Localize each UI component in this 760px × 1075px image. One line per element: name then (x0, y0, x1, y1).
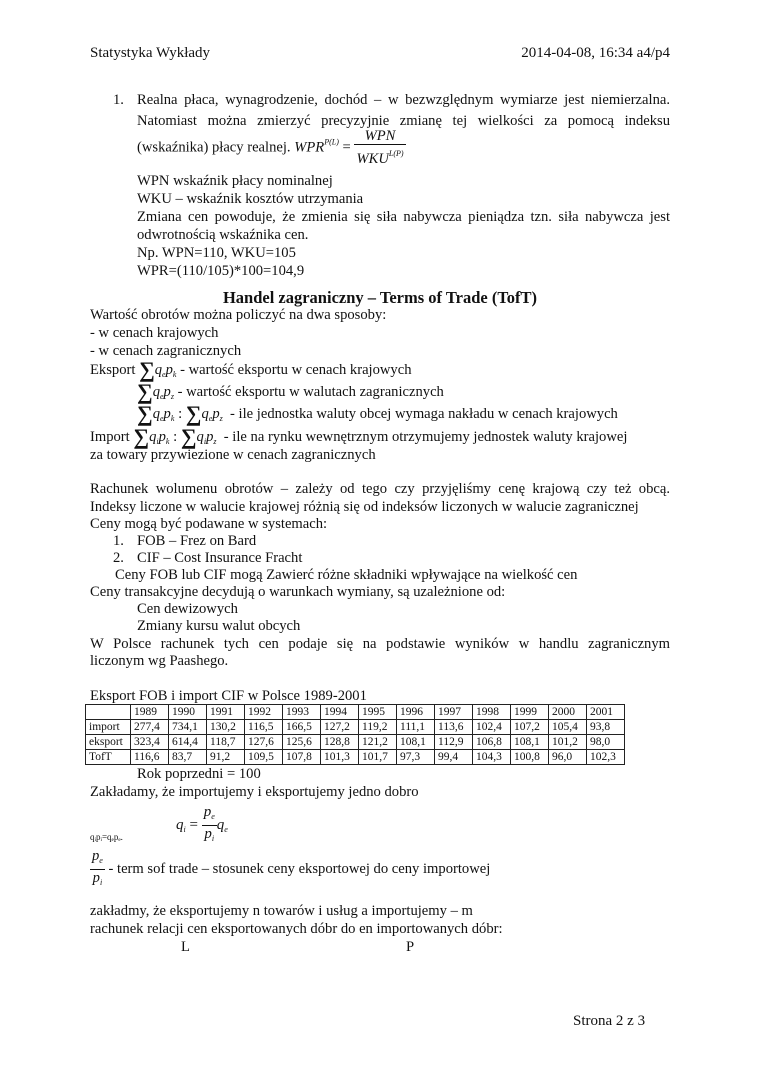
table-row (86, 750, 625, 765)
table-caption: Eksport FOB i import CIF w Polsce 1989-2001 (90, 688, 367, 704)
math-sub: z (213, 437, 217, 446)
math-sub: i (99, 878, 103, 887)
math-var: q (196, 429, 204, 445)
math-sub: k (170, 414, 175, 423)
paragraph-line: liczonym wg Paashego. (90, 653, 229, 669)
math-equals: = (189, 816, 198, 833)
table-header-cell: 1999 (511, 705, 549, 720)
table-cell: 125,6 (283, 735, 321, 750)
formula-line (90, 357, 412, 382)
table-header-cell: 1995 (359, 705, 397, 720)
table-cell: 128,8 (321, 735, 359, 750)
paragraph-line: Wartość obrotów można policzyć na dwa sposoby: (90, 307, 387, 323)
formula-description: - wartość eksportu w cenach krajowych (180, 362, 412, 378)
paragraph-text: (wskaźnika) płacy realnej. (137, 139, 291, 156)
table-cell: 323,4 (131, 735, 169, 750)
table-header-cell: 1993 (283, 705, 321, 720)
math-colon: : (173, 429, 178, 445)
table-cell: 101,2 (549, 735, 587, 750)
table-cell: 98,0 (587, 735, 625, 750)
table-cell: 127,2 (321, 720, 359, 735)
table-cell: 614,4 (169, 735, 207, 750)
table-cell: 93,8 (587, 720, 625, 735)
math-var: p (163, 384, 171, 400)
math-sub: e (99, 856, 103, 865)
formula-denominator (202, 826, 217, 847)
import-label: Import (90, 429, 130, 445)
table-cell: 277,4 (131, 720, 169, 735)
math-var: q (201, 406, 209, 422)
formula-description: - term sof trade – stosunek ceny eksportowej do ceny importowej (108, 860, 491, 877)
formula-fraction (202, 804, 217, 847)
math-sub: i (183, 824, 186, 834)
table-corner-cell (86, 705, 131, 720)
math-var: q (152, 384, 160, 400)
table-cell: 83,7 (169, 750, 207, 765)
paragraph-line: Indeksy liczone w walucie krajowej różnią się od indeksów liczonych w walucie zagranicznej (90, 499, 639, 515)
formula-denominator (354, 145, 405, 168)
sum-symbol: ∑ (137, 401, 153, 426)
math-sub: i (203, 437, 207, 446)
table-cell: 106,8 (473, 735, 511, 750)
math-var: p (92, 870, 100, 886)
math-var: p (158, 429, 166, 445)
label-l: L (181, 939, 190, 955)
table-row-label: import (86, 720, 131, 735)
formula-lhs: WPR (294, 139, 325, 156)
formula-denominator-sup: L(P) (388, 149, 404, 158)
paragraph-line: odwrotnością wskaźnika cen. (137, 227, 309, 243)
paragraph-line: Ceny transakcyjne decydują o warunkach wymiany, są uzależnione od: (90, 584, 506, 600)
label-p: P (406, 939, 415, 955)
table-cell: 108,1 (397, 735, 435, 750)
table-row-label: eksport (86, 735, 131, 750)
paragraph-line: Realna płaca, wynagrodzenie, dochód – w bezwzględnym wymiarze jest niemierzalna. (137, 92, 670, 108)
formula-description: - wartość eksportu w walutach zagranicznych (177, 384, 444, 400)
sum-symbol: ∑ (133, 424, 150, 449)
table-header-cell: 1991 (207, 705, 245, 720)
formula-small: qᵢpᵢ=qₑpₑ. (90, 832, 123, 842)
table-cell: 102,3 (587, 750, 625, 765)
table-cell: 111,1 (397, 720, 435, 735)
math-sub: k (172, 370, 177, 379)
math-var: p (165, 362, 173, 378)
table-cell: 166,5 (283, 720, 321, 735)
table-header-cell: 1994 (321, 705, 359, 720)
list-item: - w cenach krajowych (90, 325, 219, 341)
formula-tot (90, 848, 490, 891)
header-title: Statystyka Wykłady (90, 45, 211, 61)
sum-symbol: ∑ (180, 424, 197, 449)
math-var: q (216, 816, 225, 833)
definition-wpn: WPN wskaźnik płacy nominalnej (137, 173, 333, 189)
table-cell: 107,2 (511, 720, 549, 735)
table-row (86, 720, 625, 735)
math-var: q (154, 362, 163, 378)
table-cell: 119,2 (359, 720, 397, 735)
formula-line (90, 424, 628, 449)
math-sub: z (170, 392, 174, 401)
table-cell: 127,6 (245, 735, 283, 750)
table-note: Rok poprzedni = 100 (137, 766, 261, 782)
table-cell: 113,6 (435, 720, 473, 735)
paragraph-line: W Polsce rachunek tych cen podaje się na podstawie wyników w handlu zagranicznym (90, 636, 670, 652)
table-cell: 101,3 (321, 750, 359, 765)
table-cell: 116,5 (245, 720, 283, 735)
math-var: p (204, 826, 212, 842)
table-header-cell: 1997 (435, 705, 473, 720)
math-var: p (92, 848, 100, 864)
paragraph-line: rachunek relacji cen eksportowanych dóbr do en importowanych dóbr: (90, 921, 503, 937)
data-table (85, 704, 625, 765)
formula-line (137, 379, 444, 404)
math-var: q (149, 429, 157, 445)
formula-line (137, 401, 618, 426)
page-number: Strona 2 z 3 (573, 1013, 646, 1029)
header-timestamp: 2014-04-08, 16:34 a4/p4 (521, 45, 670, 61)
formula-qi (176, 804, 228, 847)
table-header-cell: 1990 (169, 705, 207, 720)
paragraph-line: Zakładamy, że importujemy i eksportujemy jedno dobro (90, 784, 419, 800)
formula-line (137, 128, 406, 168)
paragraph-line: Rachunek wolumenu obrotów – zależy od tego czy przyjęliśmy cenę krajową czy też obcą. (90, 481, 670, 497)
math-sub: k (165, 437, 170, 446)
sum-symbol: ∑ (139, 357, 155, 382)
list-number: 2. (113, 550, 124, 566)
formula-fraction (354, 128, 405, 168)
sum-symbol: ∑ (137, 379, 153, 404)
formula-lhs-sup: P(L) (324, 137, 339, 147)
paragraph-line: Natomiast można zmierzyć precyzyjnie zmianę tej wielkości za pomocą indeksu (137, 113, 670, 129)
table-header-cell: 1996 (397, 705, 435, 720)
formula-description: - ile jednostka waluty obcej wymaga nakładu w cenach krajowych (230, 406, 618, 422)
table-cell: 105,4 (549, 720, 587, 735)
eksport-label: Eksport (90, 362, 136, 378)
math-colon: : (178, 406, 183, 422)
list-item: Cen dewizowych (137, 601, 238, 617)
math-sub: e (162, 370, 166, 379)
formula-numerator (90, 848, 105, 870)
section-title: Handel zagraniczny – Terms of Trade (TofT) (222, 288, 538, 307)
table-cell: 116,6 (131, 750, 169, 765)
table-cell: 734,1 (169, 720, 207, 735)
sum-symbol: ∑ (185, 401, 202, 426)
table-cell: 101,7 (359, 750, 397, 765)
table-row (86, 735, 625, 750)
paragraph-line: zakładmy, że eksportujemy n towarów i usług a importujemy – m (90, 903, 473, 919)
math-sub: e (159, 414, 164, 423)
table-cell: 104,3 (473, 750, 511, 765)
table-cell: 96,0 (549, 750, 587, 765)
table-header-cell: 1989 (131, 705, 169, 720)
math-var: q (152, 406, 160, 422)
table-header-row (86, 705, 625, 720)
math-sub: e (159, 392, 164, 401)
table-cell: 130,2 (207, 720, 245, 735)
math-sub: e (208, 414, 213, 423)
math-var: q (176, 816, 184, 833)
table-header-cell: 2001 (587, 705, 625, 720)
example-line: Np. WPN=110, WKU=105 (137, 245, 296, 261)
math-var: p (212, 406, 220, 422)
math-var: p (206, 429, 214, 445)
table-header-cell: 2000 (549, 705, 587, 720)
definition-wku: WKU – wskaźnik kosztów utrzymania (137, 191, 364, 207)
list-item: FOB – Frez on Bard (137, 533, 257, 549)
math-sub: e (211, 812, 215, 821)
table-cell: 107,8 (283, 750, 321, 765)
table-header-cell: 1998 (473, 705, 511, 720)
table-cell: 97,3 (397, 750, 435, 765)
math-var: p (203, 804, 212, 820)
math-sub: e (224, 824, 228, 834)
formula-numerator (202, 804, 217, 826)
math-sub: i (156, 437, 159, 446)
table-row-label: TofT (86, 750, 131, 765)
table-cell: 109,5 (245, 750, 283, 765)
table-cell: 108,1 (511, 735, 549, 750)
table-cell: 91,2 (207, 750, 245, 765)
formula-denominator-text: WKU (356, 151, 389, 167)
table-cell: 102,4 (473, 720, 511, 735)
list-item: CIF – Cost Insurance Fracht (137, 550, 303, 566)
paragraph-line: Ceny FOB lub CIF mogą Zawierć różne składniki wpływające na wielkość cen (115, 567, 578, 583)
formula-denominator (90, 870, 105, 891)
table-header-cell: 1992 (245, 705, 283, 720)
formula-fraction (90, 848, 105, 891)
formula-numerator: WPN (354, 128, 405, 145)
list-number: 1. (113, 92, 124, 108)
table-cell: 121,2 (359, 735, 397, 750)
list-number: 1. (113, 533, 124, 549)
list-item: - w cenach zagranicznych (90, 343, 242, 359)
table-cell: 100,8 (511, 750, 549, 765)
math-sub: z (219, 414, 223, 423)
table-cell: 112,9 (435, 735, 473, 750)
formula-description: - ile na rynku wewnętrznym otrzymujemy jednostek waluty krajowej (223, 429, 628, 445)
paragraph-line: Ceny mogą być podawane w systemach: (90, 516, 328, 532)
paragraph-line: za towary przywiezione w cenach zagranicznych (90, 447, 376, 463)
math-sub: i (211, 834, 215, 843)
table-cell: 118,7 (207, 735, 245, 750)
list-item: Zmiany kursu walut obcych (137, 618, 301, 634)
table-cell: 99,4 (435, 750, 473, 765)
math-var: p (163, 406, 171, 422)
formula-equals: = (342, 139, 351, 156)
example-line: WPR=(110/105)*100=104,9 (137, 263, 305, 279)
paragraph-line: Zmiana cen powoduje, że zmienia się siła nabywcza pieniądza tzn. siła nabywcza jest (137, 209, 670, 225)
